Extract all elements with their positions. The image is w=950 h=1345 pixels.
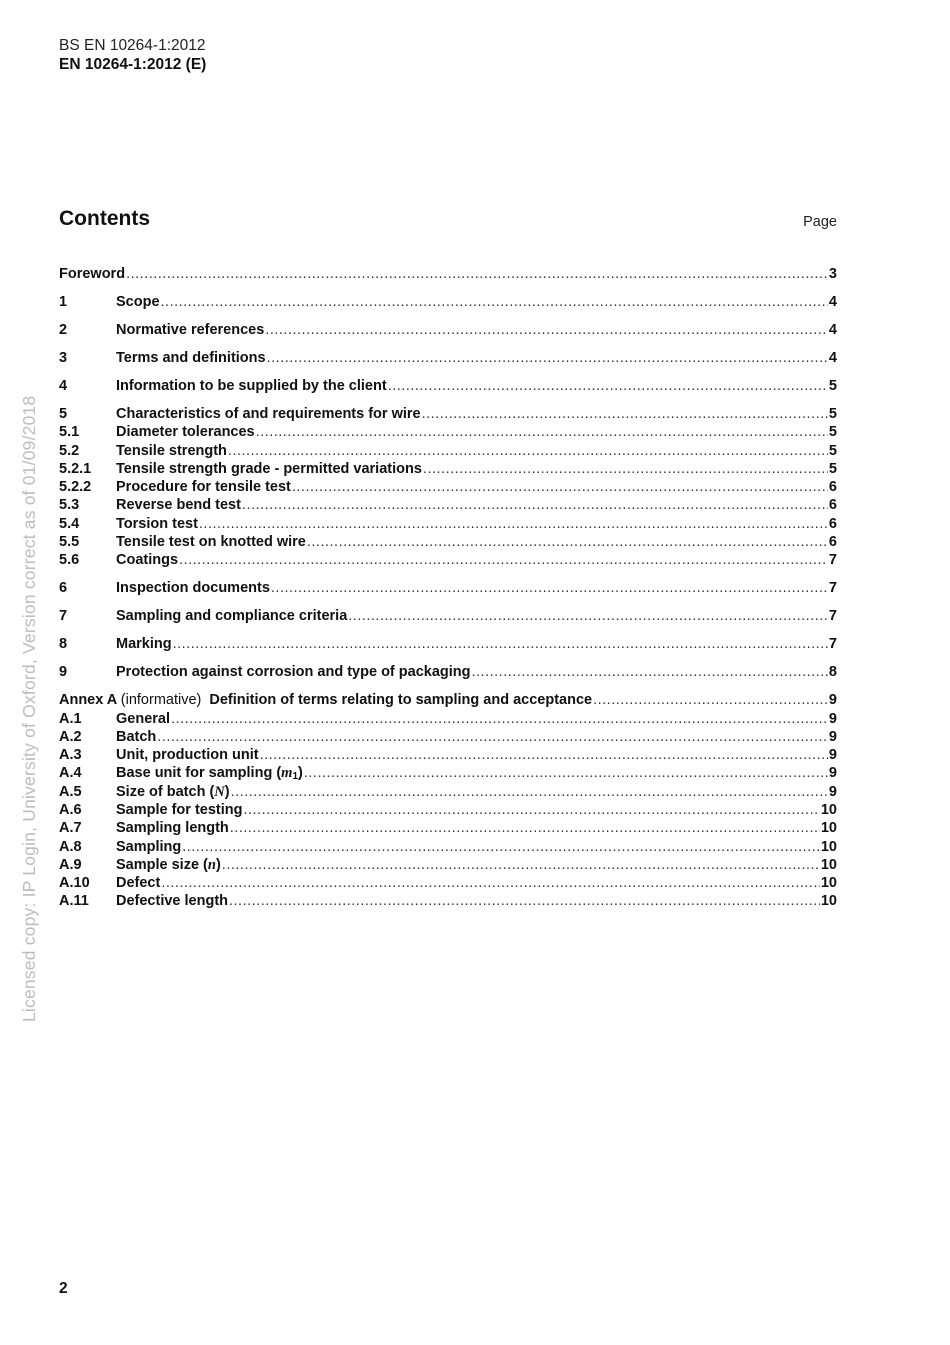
toc-entry-a-5[interactable] (59, 784, 837, 802)
toc-entry-5[interactable] (59, 406, 837, 424)
annex-qualifier: (informative) (120, 692, 202, 709)
toc-page-number: 9 (828, 692, 837, 709)
toc-title: Tensile strength grade - permitted variations (116, 460, 422, 477)
toc-entry-9[interactable] (59, 664, 837, 682)
toc-page-number: 9 (828, 747, 837, 764)
toc-entry-a-6[interactable] (59, 802, 837, 820)
toc-page-number: 5 (828, 460, 837, 477)
toc-number: A.1 (59, 710, 82, 727)
toc-number: 9 (59, 664, 68, 681)
annex-title: Definition of terms relating to sampling and acceptance (209, 692, 593, 709)
toc-page-number: 3 (828, 266, 837, 282)
toc-page-number: 10 (820, 875, 837, 892)
toc-number: 5.4 (59, 515, 80, 532)
toc-number: 5.1 (59, 424, 80, 441)
document-header (59, 36, 206, 74)
toc-entry-6[interactable] (59, 580, 837, 598)
toc-page-number: 10 (820, 820, 837, 837)
toc-title: Tensile test on knotted wire (116, 534, 306, 550)
toc-number: A.6 (59, 802, 82, 818)
toc-title: Sample for testing (116, 802, 243, 818)
toc-number: 4 (59, 377, 68, 394)
toc-number: 5.2.2 (59, 479, 92, 496)
math-symbol: m (281, 765, 293, 782)
toc-title: Marking (116, 636, 172, 653)
toc-page-number: 9 (828, 710, 837, 727)
annex-label: Annex A (59, 692, 117, 709)
contents-heading: Contents (59, 207, 150, 230)
toc-title: Terms and definitions (116, 349, 266, 366)
toc-number: 7 (59, 608, 68, 625)
toc-entry-3[interactable] (59, 350, 837, 368)
title-prefix: Size of batch ( (116, 783, 215, 800)
leader-dots (173, 636, 828, 652)
toc-page-number: 10 (820, 838, 837, 855)
toc-number: A.2 (59, 728, 82, 745)
toc-number: A.10 (59, 875, 90, 892)
title-suffix: ) (215, 856, 221, 873)
leader-dots (593, 692, 828, 708)
toc-number: 2 (59, 321, 68, 338)
page-number: 2 (59, 1280, 68, 1297)
toc-entry-annex-a[interactable] (59, 692, 837, 710)
toc-page-number: 8 (828, 664, 837, 681)
toc-title: Reverse bend test (116, 497, 241, 514)
toc-page-number: 7 (828, 580, 837, 597)
toc-page-number: 4 (828, 293, 837, 310)
license-watermark: Licensed copy: IP Login, University of Oxford, Version correct as of 01/09/2018 (19, 395, 39, 1022)
toc-entry-5-4[interactable] (59, 516, 837, 534)
toc-number: A.11 (59, 893, 89, 910)
toc-entry-foreword[interactable] (59, 266, 837, 284)
toc-entry-2[interactable] (59, 322, 837, 340)
leader-dots (229, 893, 820, 909)
toc-page-number: 5 (828, 405, 837, 422)
toc-entry-5-2[interactable] (59, 443, 837, 461)
toc-entry-1[interactable] (59, 294, 837, 312)
leader-dots (161, 875, 820, 891)
leader-dots (423, 461, 828, 477)
math-symbol: N (214, 783, 225, 800)
toc-title: Inspection documents (116, 580, 270, 597)
toc-number: 5.2.1 (59, 460, 92, 477)
toc-title: Coatings (116, 552, 179, 569)
toc-page-number: 7 (828, 636, 837, 653)
toc-entry-a-8[interactable] (59, 839, 837, 857)
toc-title: Batch (116, 728, 157, 745)
toc-entry-a-1[interactable] (59, 711, 837, 729)
toc-number: 5.5 (59, 534, 80, 550)
leader-dots (265, 322, 828, 338)
toc-title (116, 784, 230, 801)
toc-number: 6 (59, 580, 68, 597)
toc-number: A.5 (59, 783, 82, 800)
leader-dots (307, 534, 828, 550)
toc-title: Unit, production unit (116, 747, 259, 764)
toc-title: Sampling length (116, 820, 229, 837)
leader-dots (292, 479, 828, 495)
toc-number: 5 (59, 405, 68, 422)
toc-title (116, 857, 221, 874)
toc-page-number: 4 (828, 349, 837, 366)
leader-dots (230, 820, 820, 836)
toc-entry-5-3[interactable] (59, 497, 837, 515)
leader-dots (242, 497, 828, 513)
toc-page-number: 5 (828, 377, 837, 394)
math-subscript: 1 (292, 771, 299, 783)
toc-page-number: 6 (828, 534, 837, 550)
leader-dots (422, 406, 828, 422)
toc-page-number: 9 (828, 728, 837, 745)
leader-dots (271, 580, 828, 596)
leader-dots (231, 784, 828, 800)
toc-title: Defective length (116, 893, 228, 910)
toc-number: A.4 (59, 765, 82, 782)
toc-entry-a-9[interactable] (59, 857, 837, 875)
toc-title (116, 765, 303, 782)
toc-page-number: 9 (828, 783, 837, 800)
toc-entry-a-7[interactable] (59, 820, 837, 838)
title-suffix: ) (298, 765, 303, 782)
leader-dots (267, 350, 828, 366)
toc-page-number: 7 (828, 552, 837, 569)
toc-title (59, 692, 592, 708)
toc-page-number: 6 (828, 479, 837, 496)
page-column-label: Page (803, 214, 837, 230)
toc-entry-a-10[interactable] (59, 875, 837, 893)
toc-entry-a-11[interactable] (59, 893, 837, 911)
toc-title: Foreword (59, 266, 126, 282)
toc-title: Sampling and compliance criteria (116, 608, 348, 625)
title-prefix: Base unit for sampling ( (116, 765, 282, 782)
leader-dots (244, 802, 820, 818)
leader-dots (260, 747, 828, 763)
toc-entry-8[interactable] (59, 636, 837, 654)
leader-dots (171, 711, 828, 727)
toc-page-number: 6 (828, 515, 837, 532)
toc-title: Torsion test (116, 515, 198, 532)
toc-page-number: 5 (828, 424, 837, 441)
toc-page-number: 9 (828, 765, 837, 782)
leader-dots (126, 266, 828, 282)
toc-title: Procedure for tensile test (116, 479, 291, 496)
toc-number: 5.2 (59, 442, 80, 459)
toc-title: Tensile strength (116, 442, 227, 459)
toc-number: 3 (59, 349, 68, 366)
toc-title: General (116, 710, 170, 727)
toc-title: Sampling (116, 838, 182, 855)
leader-dots (161, 294, 828, 310)
leader-dots (182, 839, 820, 855)
toc-title: Characteristics of and requirements for wire (116, 405, 421, 422)
leader-dots (348, 608, 828, 624)
leader-dots (199, 516, 828, 532)
toc-title: Diameter tolerances (116, 424, 255, 441)
toc-entry-a-3[interactable] (59, 747, 837, 765)
toc-entry-5-2-1[interactable] (59, 461, 837, 479)
toc-page-number: 6 (828, 497, 837, 514)
leader-dots (388, 378, 828, 394)
toc-number: A.9 (59, 856, 82, 873)
toc-page-number: 4 (828, 321, 837, 338)
leader-dots (256, 424, 828, 440)
toc-number: 8 (59, 636, 68, 653)
toc-entry-5-2-2[interactable] (59, 479, 837, 497)
toc-entry-7[interactable] (59, 608, 837, 626)
toc-number: A.3 (59, 747, 82, 764)
standard-id-en: EN 10264-1:2012 (E) (59, 56, 207, 73)
leader-dots (157, 729, 828, 745)
toc-title: Normative references (116, 321, 265, 338)
toc-title: Defect (116, 875, 161, 892)
toc-entry-5-1[interactable] (59, 424, 837, 442)
toc-title: Information to be supplied by the client (116, 377, 387, 394)
leader-dots (179, 552, 828, 568)
toc-page-number: 5 (828, 442, 837, 459)
toc-title: Scope (116, 293, 160, 310)
standard-id-bs: BS EN 10264-1:2012 (59, 37, 206, 54)
title-suffix: ) (224, 783, 230, 800)
toc-entry-a-4[interactable] (59, 765, 837, 783)
leader-dots (472, 664, 828, 680)
toc-number: 5.6 (59, 552, 80, 569)
math-symbol: n (207, 856, 216, 873)
leader-dots (228, 443, 828, 459)
toc-number: A.7 (59, 820, 82, 837)
toc-page-number: 10 (820, 802, 837, 818)
toc-entry-5-6[interactable] (59, 552, 837, 570)
toc-number: 1 (59, 293, 68, 310)
leader-dots (222, 857, 820, 873)
toc-page-number: 10 (820, 893, 837, 910)
title-prefix: Sample size ( (116, 856, 208, 873)
toc-entry-4[interactable] (59, 378, 837, 396)
toc-title: Protection against corrosion and type of packaging (116, 664, 471, 681)
toc-page-number: 10 (820, 856, 837, 873)
leader-dots (304, 765, 828, 781)
toc-number: A.8 (59, 838, 82, 855)
table-of-contents (59, 266, 837, 912)
toc-entry-5-5[interactable] (59, 534, 837, 552)
toc-number: 5.3 (59, 497, 80, 514)
toc-page-number: 7 (828, 608, 837, 625)
toc-entry-a-2[interactable] (59, 729, 837, 747)
